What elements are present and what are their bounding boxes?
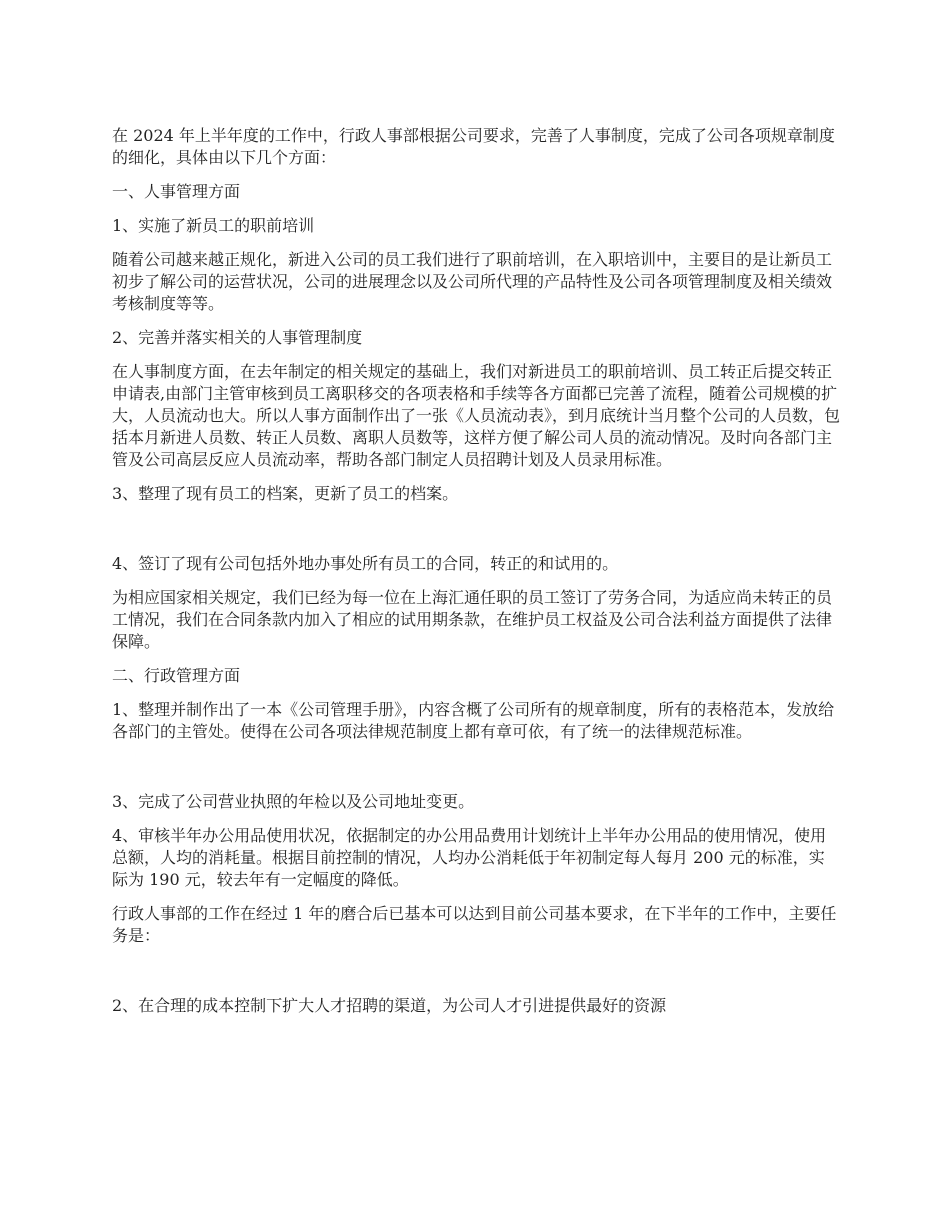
intro-paragraph: 在 2024 年上半年度的工作中，行政人事部根据公司要求，完善了人事制度，完成了公司各项规章制度的细化，具体由以下几个方面： [112,126,835,167]
item-heading: 2、完善并落实相关的人事管理制度 [112,328,363,347]
item-paragraph: 4、审核半年办公用品使用状况，依据制定的办公用品费用计划统计上半年办公用品的使用情况，使用总额，人均的消耗量。根据目前控制的情况，人均办公消耗低于年初制定每人每月 200 元的标准，实际为 190 元，较去年有一定幅度的降低。 [112,826,827,889]
section-heading-hr: 一、人事管理方面 [112,182,241,201]
item-heading: 3、整理了现有员工的档案，更新了员工的档案。 [112,484,459,503]
body-paragraph: 随着公司越来越正规化，新进入公司的员工我们进行了职前培训，在入职培训中，主要目的是让新员工初步了解公司的运营状况，公司的进展理念以及公司所代理的产品特性及公司各项管理制度及相关绩效考核制度等等。 [112,250,833,313]
body-paragraph: 为相应国家相关规定，我们已经为每一位在上海汇通任职的员工签订了劳务合同，为适应尚未转正的员工情况，我们在合同条款内加入了相应的试用期条款，在维护员工权益及公司合法利益方面提供了法律保障。 [112,588,833,651]
item-heading: 1、实施了新员工的职前培训 [112,216,315,235]
item-heading: 4、签订了现有公司包括外地办事处所有员工的合同，转正的和试用的。 [112,554,619,573]
body-paragraph: 在人事制度方面，在去年制定的相关规定的基础上，我们对新进员工的职前培训、员工转正后提交转正申请表,由部门主管审核到员工离职移交的各项表格和手续等各方面都已完善了流程，随着公司规模的扩大，人员流动也大。所以人事方面制作出了一张《人员流动表》，到月底统计当月整个公司的人员数，包括本月新进人员数、转正人员数、离职人员数等，这样方便了解公司人员的流动情况。及时向各部门主管及公司高层反应人员流动率，帮助各部门制定人员招聘计划及人员录用标准。 [112,362,841,469]
document-body [112,125,840,1029]
item-heading: 2、在合理的成本控制下扩大人才招聘的渠道，为公司人才引进提供最好的资源 [112,996,667,1015]
body-paragraph: 行政人事部的工作在经过 1 年的磨合后已基本可以达到目前公司基本要求，在下半年的工作中，主要任务是： [112,904,837,945]
item-paragraph: 1、整理并制作出了一本《公司管理手册》，内容含概了公司所有的规章制度，所有的表格范本，发放给各部门的主管处。使得在公司各项法律规范制度上都有章可依，有了统一的法律规范标准。 [112,700,835,741]
item-heading: 3、完成了公司营业执照的年检以及公司地址变更。 [112,792,475,811]
section-heading-admin: 二、行政管理方面 [112,666,241,685]
